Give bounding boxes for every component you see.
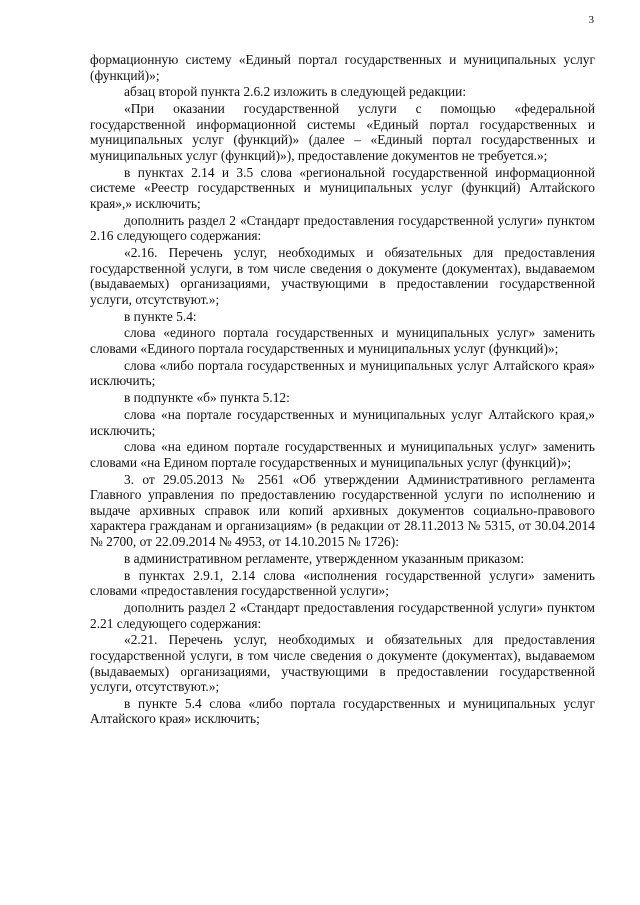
paragraph: слова «единого портала государственных и муниципальных услуг» заменить словами «Единого портала государственных и муниципальных услуг (функций)»;	[90, 325, 595, 356]
paragraph: в пунктах 2.9.1, 2.14 слова «исполнения государственной услуги» заменить словами «предоставления государственной услуги»;	[90, 567, 595, 599]
paragraph: в пункте 5.4:	[124, 308, 197, 324]
paragraph: дополнить раздел 2 «Стандарт предоставления государственной услуги» пунктом 2.16 следующего содержания:	[90, 212, 595, 244]
paragraph: слова «либо портала государственных и муниципальных услуг Алтайского края» исключить;	[90, 357, 595, 389]
paragraph: формационную систему «Единый портал государственных и муниципальных услуг (функций)»;	[90, 52, 595, 83]
paragraph: в подпункте «б» пункта 5.12:	[124, 390, 290, 406]
paragraph: «2.21. Перечень услуг, необходимых и обязательных для предоставления государственной услуги, в том числе сведения о документе (документах), выдаваемом (выдаваемых) организациями, участвующими в предоставлении государственной услуги, отсутствуют.»;	[90, 632, 595, 695]
paragraph: 3. от 29.05.2013 № 2561 «Об утверждении Административного регламента Главного управления по предоставлению государственной услуги по исполнению и выдаче архивных справок или копий архивных документов социально-правового характера гражданам и организациям» (в редакции от 28.11.2013 № 5315, от 30.04.2014 № 2700, от 22.09.2014 № 4953, от 14.10.2015 № 1726):	[90, 471, 595, 549]
paragraph: в пункте 5.4 слова «либо портала государственных и муниципальных услуг Алтайского края» исключить;	[90, 695, 595, 727]
paragraph: слова «на портале государственных и муниципальных услуг Алтайского края,» исключить;	[90, 407, 595, 438]
paragraph: в административном регламенте, утвержденном указанным приказом:	[124, 550, 525, 566]
page-number: 3	[588, 14, 594, 26]
paragraph: абзац второй пункта 2.6.2 изложить в следующей редакции:	[124, 84, 467, 100]
paragraph: слова «на едином портале государственных и муниципальных услуг» заменить словами «на Едином портале государственных и муниципальных услуг (функций)»;	[90, 439, 595, 470]
paragraph: дополнить раздел 2 «Стандарт предоставления государственной услуги» пунктом 2.21 следующего содержания:	[90, 600, 595, 631]
paragraph: в пунктах 2.14 и 3.5 слова «региональной государственной информационной системе «Реестр государственных и муниципальных услуг (функций) Алтайского края»,» исключить;	[90, 164, 595, 211]
paragraph: «При оказании государственной услуги с помощью «федеральной государственной информационной системы «Единый портал государственных и муниципальных услуг (функций)» (далее – «Единый портал государственных и муниципальных услуг (функций)»), предоставление документов не требуется.»;	[90, 101, 595, 163]
document-body	[90, 52, 595, 728]
paragraph: «2.16. Перечень услуг, необходимых и обязательных для предоставления государственной услуги, в том числе сведения о документе (документах), выдаваемом (выдаваемых) организациями, участвующими в предоставлении государственной услуги, отсутствуют.»;	[90, 245, 595, 307]
